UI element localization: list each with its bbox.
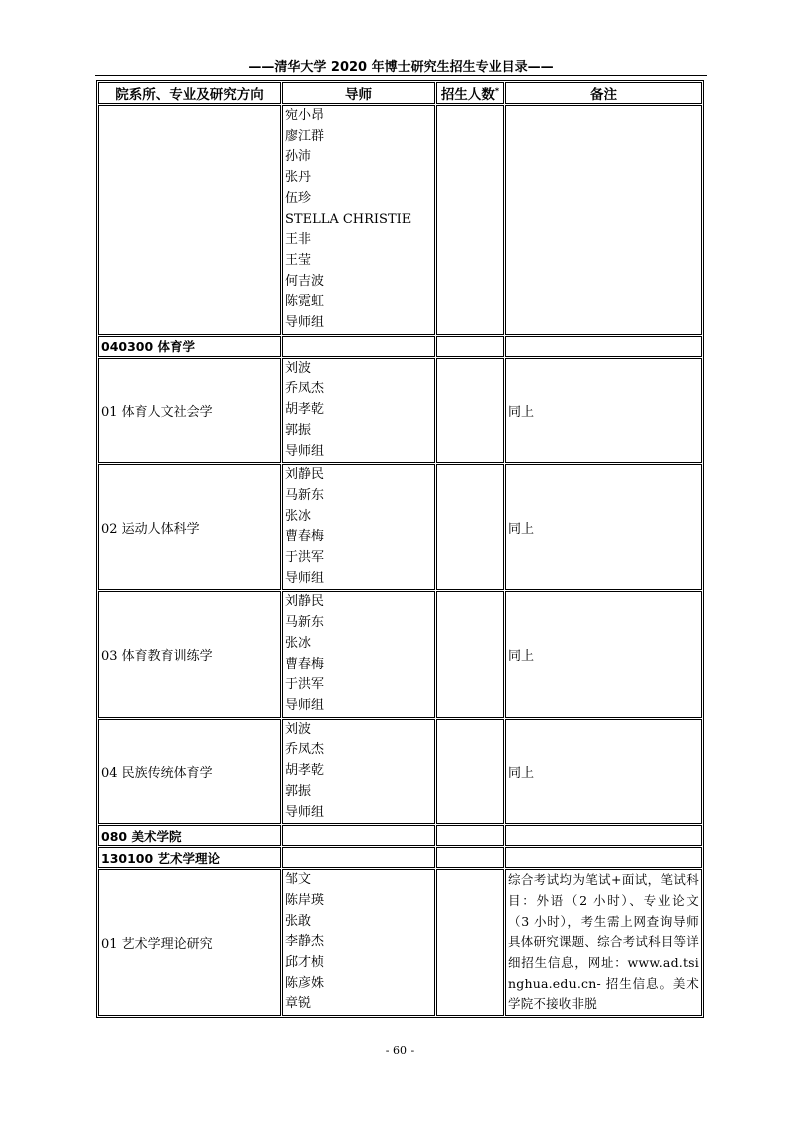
advisor-name: 张冰	[285, 635, 312, 651]
table-row-direction	[98, 719, 702, 825]
advisor-name: 刘波	[285, 721, 312, 737]
note-cell: 同上	[505, 464, 702, 590]
advisor-name: 何吉波	[285, 273, 325, 289]
advisor-name: 胡孝乾	[285, 763, 325, 779]
header-advisor: 导师	[282, 82, 435, 104]
count-cell	[436, 719, 504, 825]
table-row-direction	[98, 591, 702, 717]
advisor-cell	[282, 847, 435, 868]
section-row-130100	[98, 847, 702, 868]
count-cell	[436, 336, 504, 357]
advisor-name: STELLA CHRISTIE	[285, 211, 412, 227]
advisor-name: 曹春梅	[285, 529, 325, 545]
page-header-title: ——清华大学 2020 年博士研究生招生专业目录——	[248, 60, 554, 75]
note-cell	[505, 105, 702, 335]
advisor-name: 刘波	[285, 360, 312, 376]
note-cell: 同上	[505, 719, 702, 825]
advisor-name: 于洪军	[285, 550, 325, 566]
note-cell	[505, 336, 702, 357]
advisor-name: 胡孝乾	[285, 402, 325, 418]
advisor-name: 导师组	[285, 443, 325, 459]
advisor-name: 刘静民	[285, 594, 325, 610]
count-cell	[436, 869, 504, 1016]
advisor-name: 乔凤杰	[285, 381, 325, 397]
direction-name: 03 体育教育训练学	[98, 591, 281, 717]
advisor-name: 邱才桢	[285, 955, 325, 971]
header-major: 院系所、专业及研究方向	[98, 82, 281, 104]
header-count	[436, 82, 504, 104]
table-row-direction	[98, 869, 702, 1016]
advisor-name: 郭振	[285, 422, 312, 438]
count-cell	[436, 847, 504, 868]
header-rule	[95, 75, 707, 76]
advisor-cell	[282, 825, 435, 846]
advisor-name: 章锐	[285, 996, 312, 1012]
advisor-name: 刘静民	[285, 467, 325, 483]
note-cell	[505, 847, 702, 868]
advisor-cell	[282, 591, 435, 717]
advisor-name: 乔凤杰	[285, 742, 325, 758]
major-cell	[98, 105, 281, 335]
advisor-name: 导师组	[285, 315, 325, 331]
table-row-continuation	[98, 105, 702, 335]
advisor-name: 陈霓虹	[285, 294, 325, 310]
count-cell	[436, 464, 504, 590]
direction-name: 01 体育人文社会学	[98, 358, 281, 464]
advisor-cell	[282, 105, 435, 335]
advisor-name: 曹春梅	[285, 656, 325, 672]
direction-name: 04 民族传统体育学	[98, 719, 281, 825]
advisor-cell	[282, 719, 435, 825]
advisor-name: 马新东	[285, 615, 325, 631]
count-cell	[436, 105, 504, 335]
section-row-040300	[98, 336, 702, 357]
advisor-name: 伍珍	[285, 190, 312, 206]
advisor-name: 张丹	[285, 170, 312, 186]
advisor-name: 陈彦姝	[285, 975, 325, 991]
advisor-name: 张冰	[285, 508, 312, 524]
count-cell	[436, 358, 504, 464]
note-cell: 综合考试均为笔试+面试，笔试科目：外语（2 小时）、专业论文（3 小时），考生需上网查询导师具体研究课题、综合考试科目等详细招生信息，网址：www.ad.tsinghua.edu.cn- 招生信息。美术学院不接收非脱	[505, 869, 702, 1016]
enrollment-catalog-table	[96, 80, 704, 1018]
header-count-mark: *	[494, 86, 500, 96]
table-header-row	[98, 82, 702, 104]
count-cell	[436, 825, 504, 846]
advisor-cell	[282, 336, 435, 357]
section-title: 080 美术学院	[98, 825, 281, 846]
advisor-cell	[282, 358, 435, 464]
table-row-direction	[98, 464, 702, 590]
advisor-name: 宛小昂	[285, 108, 325, 123]
advisor-cell	[282, 869, 435, 1016]
advisor-name: 李静杰	[285, 934, 325, 950]
section-row-080	[98, 825, 702, 846]
page-number: - 60 -	[385, 1044, 415, 1057]
advisor-name: 张敢	[285, 913, 312, 929]
direction-name: 02 运动人体科学	[98, 464, 281, 590]
header-note: 备注	[505, 82, 702, 104]
count-cell	[436, 591, 504, 717]
advisor-name: 孙沛	[285, 149, 312, 165]
advisor-name: 马新东	[285, 487, 325, 503]
note-cell: 同上	[505, 358, 702, 464]
advisor-name: 陈岸瑛	[285, 892, 325, 908]
advisor-name: 导师组	[285, 570, 325, 586]
advisor-name: 廖江群	[285, 128, 325, 144]
note-cell: 同上	[505, 591, 702, 717]
section-title: 040300 体育学	[98, 336, 281, 357]
advisor-cell	[282, 464, 435, 590]
advisor-name: 郭振	[285, 783, 312, 799]
advisor-name: 王非	[285, 232, 312, 248]
advisor-name: 王莹	[285, 252, 312, 268]
note-cell	[505, 825, 702, 846]
advisor-name: 导师组	[285, 697, 325, 713]
advisor-name: 于洪军	[285, 677, 325, 693]
advisor-name: 邹文	[285, 872, 312, 888]
table-row-direction	[98, 358, 702, 464]
direction-name: 01 艺术学理论研究	[98, 869, 281, 1016]
header-count-label: 招生人数	[440, 87, 495, 103]
section-title: 130100 艺术学理论	[98, 847, 281, 868]
advisor-name: 导师组	[285, 804, 325, 820]
